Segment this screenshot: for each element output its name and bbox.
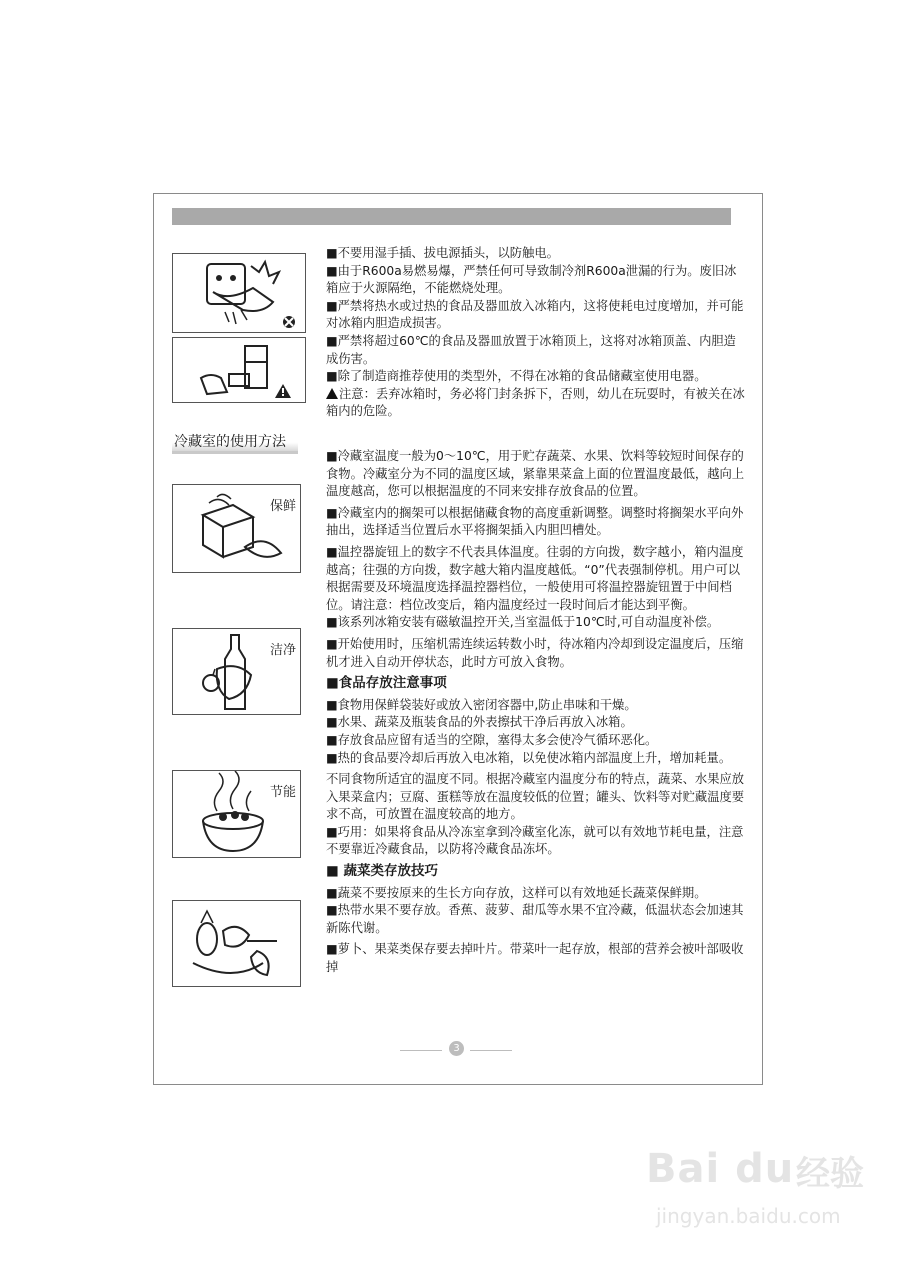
fridge-warning-icon (173, 338, 307, 404)
section-title: 冷藏室的使用方法 (172, 430, 298, 454)
illustration-caption: 节能 (269, 785, 296, 800)
caution-note (326, 386, 746, 421)
usage-item: ■冷藏室内的搁架可以根据储藏食物的高度重新调整。调整时将搁架水平向外抽出，选择适当位置后水平将搁架插入内胆凹槽处。 (326, 505, 744, 538)
watermark-jingyan: 经验 (796, 1154, 864, 1194)
vegetable-heading: ■ 蔬菜类存放技巧 (326, 863, 438, 880)
divider (470, 1050, 512, 1051)
page-number-badge: 3 (449, 1041, 464, 1056)
storage-item: 不同食物所适宜的温度不同。根据冷藏室内温度分布的特点，蔬菜、水果应放入果菜盒内；豆腐、蛋糕等放在温度较低的位置；罐头、饮料等对贮藏温度要求不高，可放置在温度较高的地方。 (326, 772, 745, 822)
vegetable-item: ■热带水果不要存放。香蕉、菠萝、甜瓜等水果不宜冷藏，低温状态会加速其新陈代谢。 (326, 903, 744, 935)
illustration-fruits (172, 900, 301, 987)
warning-item: ■严禁将超过60℃的食品及器皿放置于冰箱顶上，这将对冰箱顶盖、内胆造成伤害。 (326, 333, 736, 366)
storage-item: ■水果、蔬菜及瓶装食品的外表擦拭干净后再放入冰箱。 (326, 715, 633, 730)
storage-item: ■巧用：如果将食品从冷冻室拿到冷藏室化冻，就可以有效地节耗电量，注意不要靠近冷藏食品，以防将冷藏食品冻坏。 (326, 824, 744, 857)
watermark (646, 1138, 886, 1258)
wet-hand-plug-icon (173, 254, 307, 334)
watermark-brand: Bai du (646, 1146, 795, 1192)
usage-item: ■该系列冰箱安装有磁敏温控开关,当室温低于10℃时,可自动温度补偿。 (326, 615, 720, 630)
caution-text: 注意：丢弃冰箱时，务必将门封条拆下，否则，幼儿在玩耍时，有被关在冰箱内的危险。 (326, 386, 745, 419)
usage-item: ■冷藏室温度一般为0～10℃，用于贮存蔬菜、水果、饮料等较短时间保存的食物。冷藏室分为不同的温度区域，紧靠果菜盒上面的位置温度最低，越向上温度越高，您可以根据温度的不同来安排存放食品的位置。 (326, 449, 745, 499)
usage-item: ■开始使用时，压缩机需连续运转数小时，待冰箱内冷却到设定温度后，压缩机才进入自动开停状态，此时方可放入食物。 (326, 636, 744, 669)
watermark-url: jingyan.baidu.com (656, 1204, 841, 1228)
usage-text (326, 448, 746, 977)
illustration-clean (172, 628, 301, 715)
illustration-hot-food-top (172, 337, 306, 403)
header-bar (172, 208, 731, 225)
illustration-energy-saving (172, 770, 301, 858)
warnings-text (326, 245, 746, 421)
vegetable-item: ■萝卜、果菜类保存要去掉叶片。带菜叶一起存放，根部的营养会被叶部吸收掉 (326, 942, 744, 975)
vegetable-item: ■蔬菜不要按原来的生长方向存放，这样可以有效地延长蔬菜保鲜期。 (326, 885, 707, 900)
divider (400, 1050, 442, 1051)
illustration-caption: 洁净 (269, 643, 296, 658)
usage-item: ■温控器旋钮上的数字不代表具体温度。往弱的方向拨，数字越小，箱内温度越高；往强的方向拨，数字越大箱内温度越低。“0”代表强制停机。用户可以根据需要及环境温度选择温控器档位，一般使用可将温控器旋钮置于中间档位。请注意：档位改变后，箱内温度经过一段时间后才能达到平衡。 (326, 544, 744, 612)
storage-item: ■存放食品应留有适当的空隙，塞得太多会使冷气循环恶化。 (326, 732, 658, 747)
page-number (400, 1040, 512, 1060)
illustration-wet-hand-plug (172, 253, 306, 333)
storage-heading: ■食品存放注意事项 (326, 675, 447, 692)
storage-item: ■食物用保鲜袋装好或放入密闭容器中,防止串味和干燥。 (326, 697, 637, 712)
warning-item: ■由于R600a易燃易爆，严禁任何可导致制冷剂R600a泄漏的行为。废旧冰箱应于火源隔绝，不能燃烧处理。 (326, 263, 737, 296)
warning-triangle-icon (326, 388, 338, 399)
warning-item: ■不要用湿手插、拔电源插头，以防触电。 (326, 246, 559, 260)
warning-item: ■除了制造商推荐使用的类型外，不得在冰箱的食品储藏室使用电器。 (326, 369, 707, 384)
warning-item: ■严禁将热水或过热的食品及器皿放入冰箱内，这将使耗电过度增加，并可能对冰箱内胆造成损害。 (326, 298, 744, 331)
storage-item: ■热的食品要冷却后再放入电冰箱，以免使冰箱内部温度上升，增加耗量。 (326, 750, 732, 765)
illustration-caption: 保鲜 (269, 499, 296, 514)
illustration-fresh (172, 484, 301, 573)
fruit-plate-icon (173, 901, 302, 988)
